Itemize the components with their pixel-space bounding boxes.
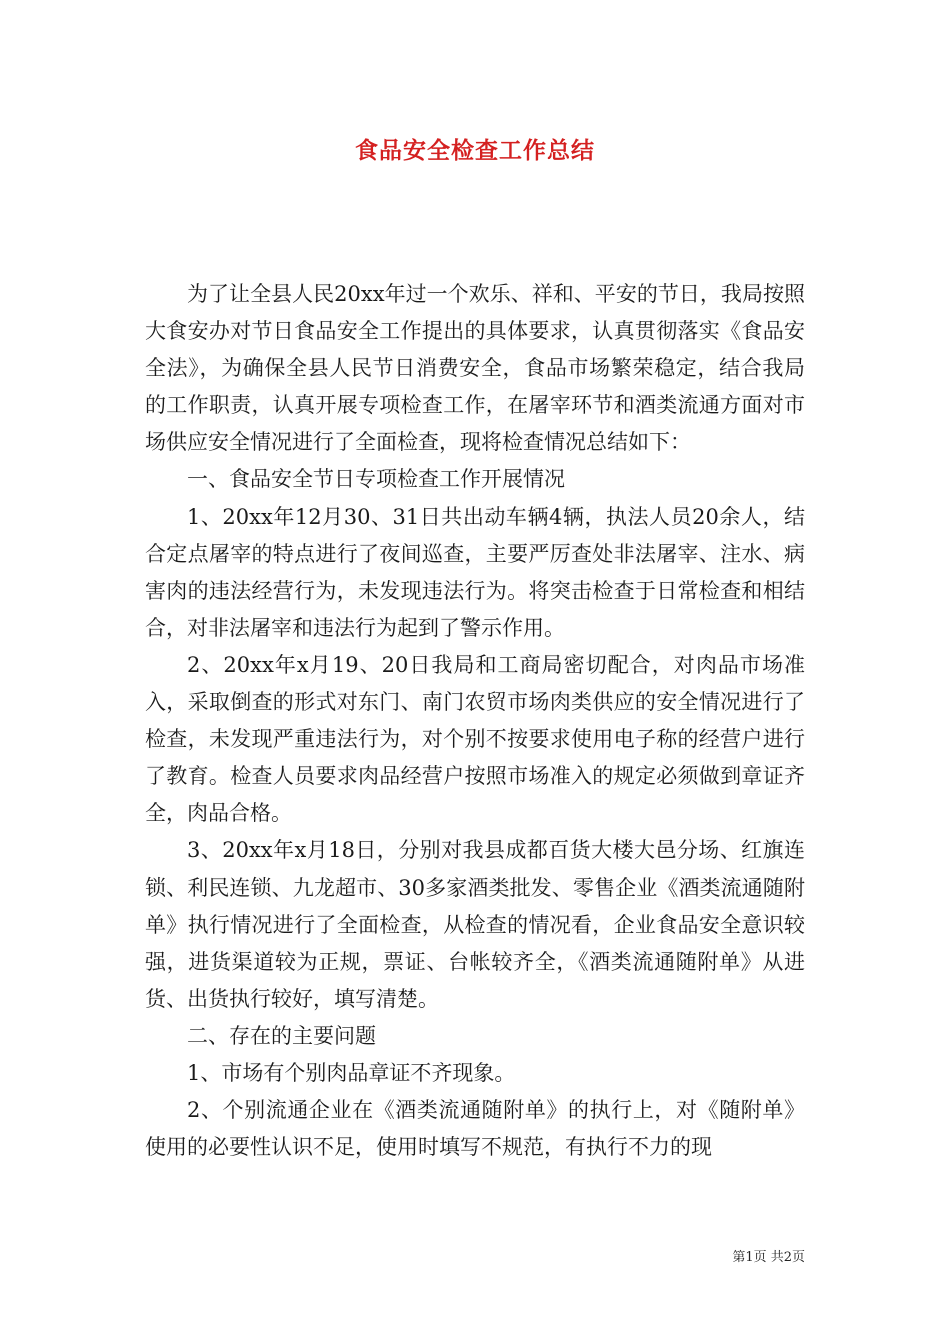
paragraph-item-1: 1、20xx年12月30、31日共出动车辆4辆，执法人员20余人，结合定点屠宰的特点进行了夜间巡查，主要严厉查处非法屠宰、注水、病害肉的违法经营行为，未发现违法行为。将突击检查于日常检查和相结合，对非法屠宰和违法行为起到了警示作用。 <box>145 504 805 640</box>
page-number-footer: 第1页 共2页 <box>732 1250 805 1265</box>
document-body <box>145 276 805 1166</box>
paragraph-intro: 为了让全县人民20xx年过一个欢乐、祥和、平安的节日，我局按照大食安办对节日食品安全工作提出的具体要求，认真贯彻落实《食品安全法》，为确保全县人民节日消费安全，食品市场繁荣稳定，结合我局的工作职责，认真开展专项检查工作，在屠宰环节和酒类流通方面对市场供应安全情况进行了全面检查，现将检查情况总结如下： <box>145 282 805 455</box>
document-title: 食品安全检查工作总结 <box>355 137 595 164</box>
problem-item-2: 2、个别流通企业在《酒类流通随附单》的执行上，对《随附单》使用的必要性认识不足，使用时填写不规范，有执行不力的现 <box>145 1098 805 1160</box>
section-heading-2: 二、存在的主要问题 <box>187 1023 376 1048</box>
paragraph-item-2: 2、20xx年x月19、20日我局和工商局密切配合，对肉品市场准入，采取倒查的形式对东门、南门农贸市场肉类供应的安全情况进行了检查，未发现严重违法行为，对个别不按要求使用电子称的经营户进行了教育。检查人员要求肉品经营户按照市场准入的规定必须做到章证齐全，肉品合格。 <box>145 652 805 826</box>
problem-item-1: 1、市场有个别肉品章证不齐现象。 <box>187 1060 516 1085</box>
section-heading-1: 一、食品安全节日专项检查工作开展情况 <box>187 467 565 492</box>
paragraph-item-3: 3、20xx年x月18日，分别对我县成都百货大楼大邑分场、红旗连锁、利民连锁、九龙超市、30多家酒类批发、零售企业《酒类流通随附单》执行情况进行了全面检查，从检查的情况看，企业食品安全意识较强，进货渠道较为正规，票证、台帐较齐全，《酒类流通随附单》从进货、出货执行较好，填写清楚。 <box>145 838 805 1011</box>
